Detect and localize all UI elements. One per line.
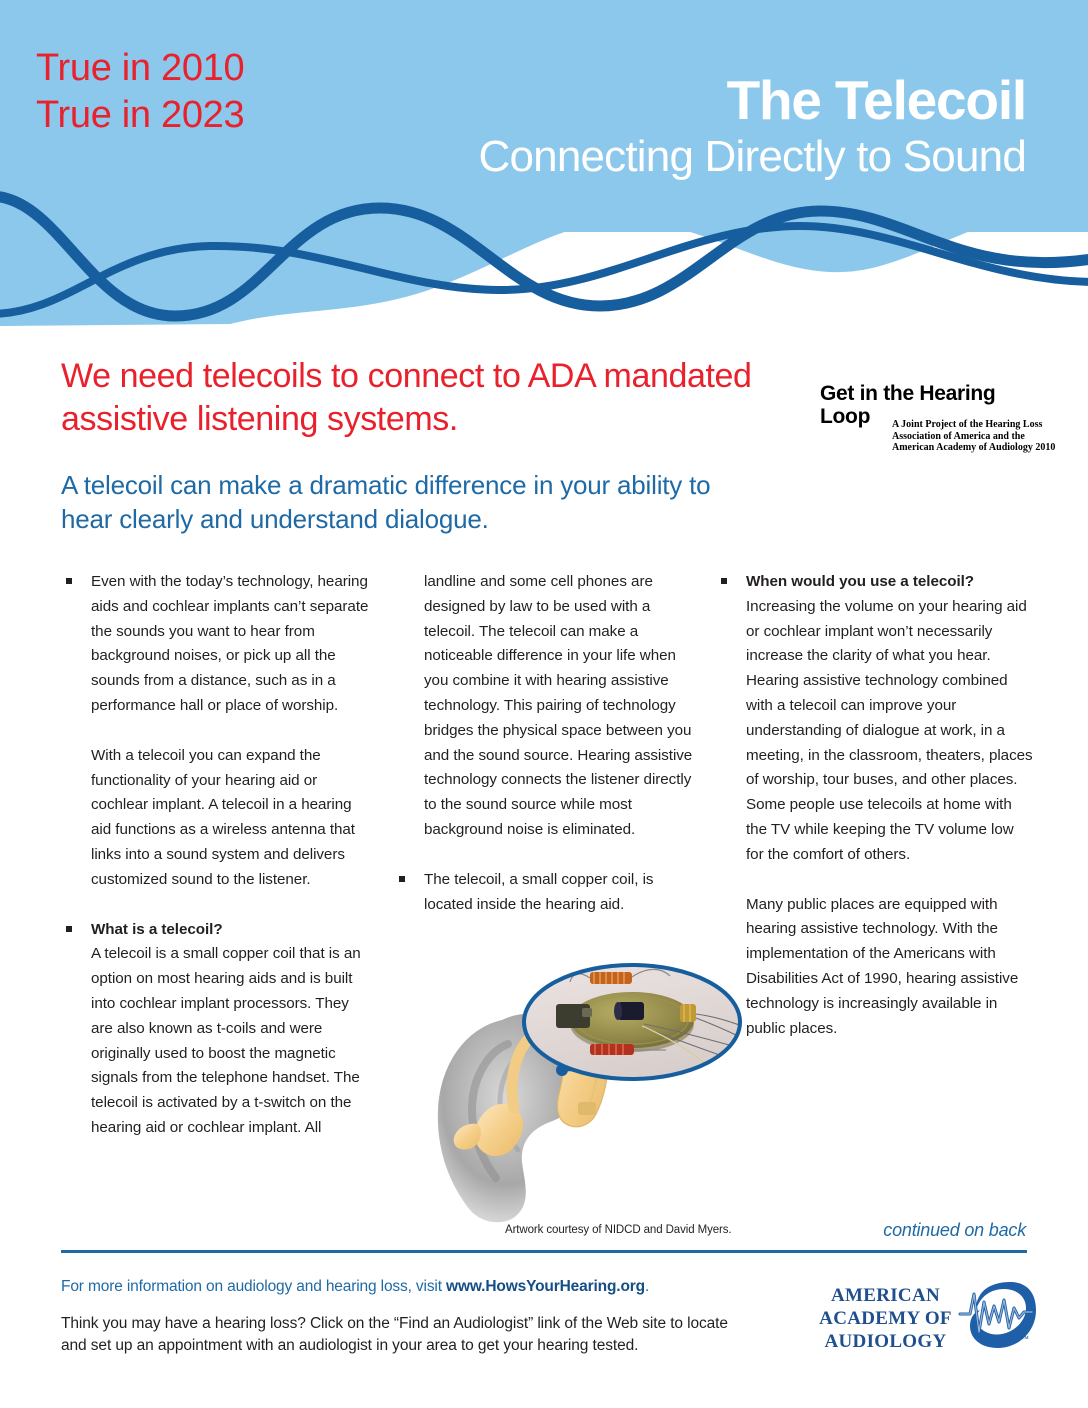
footer-link-line xyxy=(61,1278,649,1296)
footer-body-text: Think you may have a hearing loss? Click on the “Find an Audiologist” link of the Web site to locate and set up an appointment with an audiologist in your area to get your hearing tested. xyxy=(61,1315,728,1354)
paragraph-text: Even with the today’s technology, hearing aids and cochlear implants can’t separate the sounds you want to hear from background noises, or pick up all the sounds from a distance, such as in a performance hall or place of worship. xyxy=(91,573,369,714)
hearing-loop-title: Get in the Hearing Loop xyxy=(820,382,996,428)
paragraph-text: Many public places are equipped with hearing assistive technology. With the implementation of the Americans with Disabilities Act of 1990, hearing assistive technology is increasingly available in public places. xyxy=(746,895,1019,1037)
website-link[interactable]: www.HowsYourHearing.org xyxy=(446,1278,645,1295)
paragraph-text: Increasing the volume on your hearing aid or cochlear implant won’t necessarily increase the clarity of what you hear. Hearing assistive technology combined with a telecoil can improve your understanding of dialogue at work, in a meeting, in the classroom, theaters, places of worship, tour buses, and other places. Some people use telecoils at home with the TV while keeping the TV volume low for the comfort of others. xyxy=(746,597,1033,863)
paragraph-block xyxy=(61,570,373,719)
trademark-symbol: ™ xyxy=(1021,1334,1029,1343)
headline: We need telecoils to connect to ADA mandated assistive listening systems. xyxy=(61,357,752,438)
aaa-line-2: ACADEMY OF xyxy=(819,1308,952,1329)
paragraph-heading: What is a telecoil? xyxy=(91,920,223,938)
paragraph-block xyxy=(61,918,373,1141)
aaa-line-3: AUDIOLOGY xyxy=(824,1331,947,1352)
artwork-caption: Artwork courtesy of NIDCD and David Myers. xyxy=(505,1224,732,1236)
page-subtitle: Connecting Directly to Sound xyxy=(478,132,1026,181)
body-column-1 xyxy=(61,570,373,1141)
footer-link-suffix: . xyxy=(644,1278,650,1295)
bullet-square-icon xyxy=(66,578,72,584)
paragraph-block xyxy=(394,570,694,843)
true-in-2023-line: True in 2023 xyxy=(36,94,245,136)
paragraph-block xyxy=(716,893,1034,1042)
paragraph-block xyxy=(61,744,373,893)
paragraph-text: A telecoil is a small copper coil that is an option on most hearing aids and is built into cochlear implant processors. They are also known as t-coils and were originally used to boost the magnetic signals from the telephone handset. The telecoil is activated by a t-switch on the hearing aid or cochlear implant. All xyxy=(91,945,361,1136)
footer-link-prefix: For more information on audiology and hearing loss, visit xyxy=(61,1278,447,1295)
true-in-2010-line: True in 2010 xyxy=(36,47,245,89)
paragraph-heading: When would you use a telecoil? xyxy=(746,573,975,590)
telecoil-photo-callout xyxy=(522,964,744,1082)
hearing-loop-subtitle: A Joint Project of the Hearing Loss Association of America and the American Academy of Audiology 2010 xyxy=(892,419,1056,453)
paragraph-text: landline and some cell phones are designed by law to be used with a telecoil. The telecoil can make a noticeable difference in your life when you combine it with hearing assistive technology. This pairing of technology bridges the physical space between you and the sound source. Hearing assistive technology connects the listener directly to the sound source while most background noise is eliminated. xyxy=(424,573,693,838)
footer-divider xyxy=(61,1250,1027,1253)
continued-on-back-note: continued on back xyxy=(883,1220,1026,1240)
paragraph-block xyxy=(716,570,1034,868)
aaa-line-1: AMERICAN xyxy=(830,1285,940,1306)
get-in-the-hearing-loop-logo xyxy=(820,382,1060,453)
paragraph-text: The telecoil, a small copper coil, is located inside the hearing aid. xyxy=(424,870,654,913)
aaa-wordmark xyxy=(808,1284,963,1353)
body-column-3 xyxy=(716,570,1034,1041)
page-title: The Telecoil xyxy=(726,69,1026,131)
subheadline: A telecoil can make a dramatic difference in your ability to hear clearly and understand dialogue. xyxy=(61,470,711,534)
bullet-square-icon xyxy=(66,926,72,932)
true-in-years-stamp xyxy=(36,45,244,139)
american-academy-of-audiology-logo xyxy=(808,1282,1038,1367)
sound-wave-decoration xyxy=(0,186,1088,326)
body-column-2 xyxy=(394,570,694,917)
ear-and-telecoil-artwork xyxy=(404,952,744,1227)
bullet-square-icon xyxy=(399,876,405,882)
title-block xyxy=(478,69,1026,183)
paragraph-block xyxy=(394,868,694,918)
paragraph-text: With a telecoil you can expand the functionality of your hearing aid or cochlear implant. A telecoil in a hearing aid functions as a wireless antenna that links into a sound system and delivers customized sound to the listener. xyxy=(91,746,355,888)
bullet-square-icon xyxy=(721,578,727,584)
